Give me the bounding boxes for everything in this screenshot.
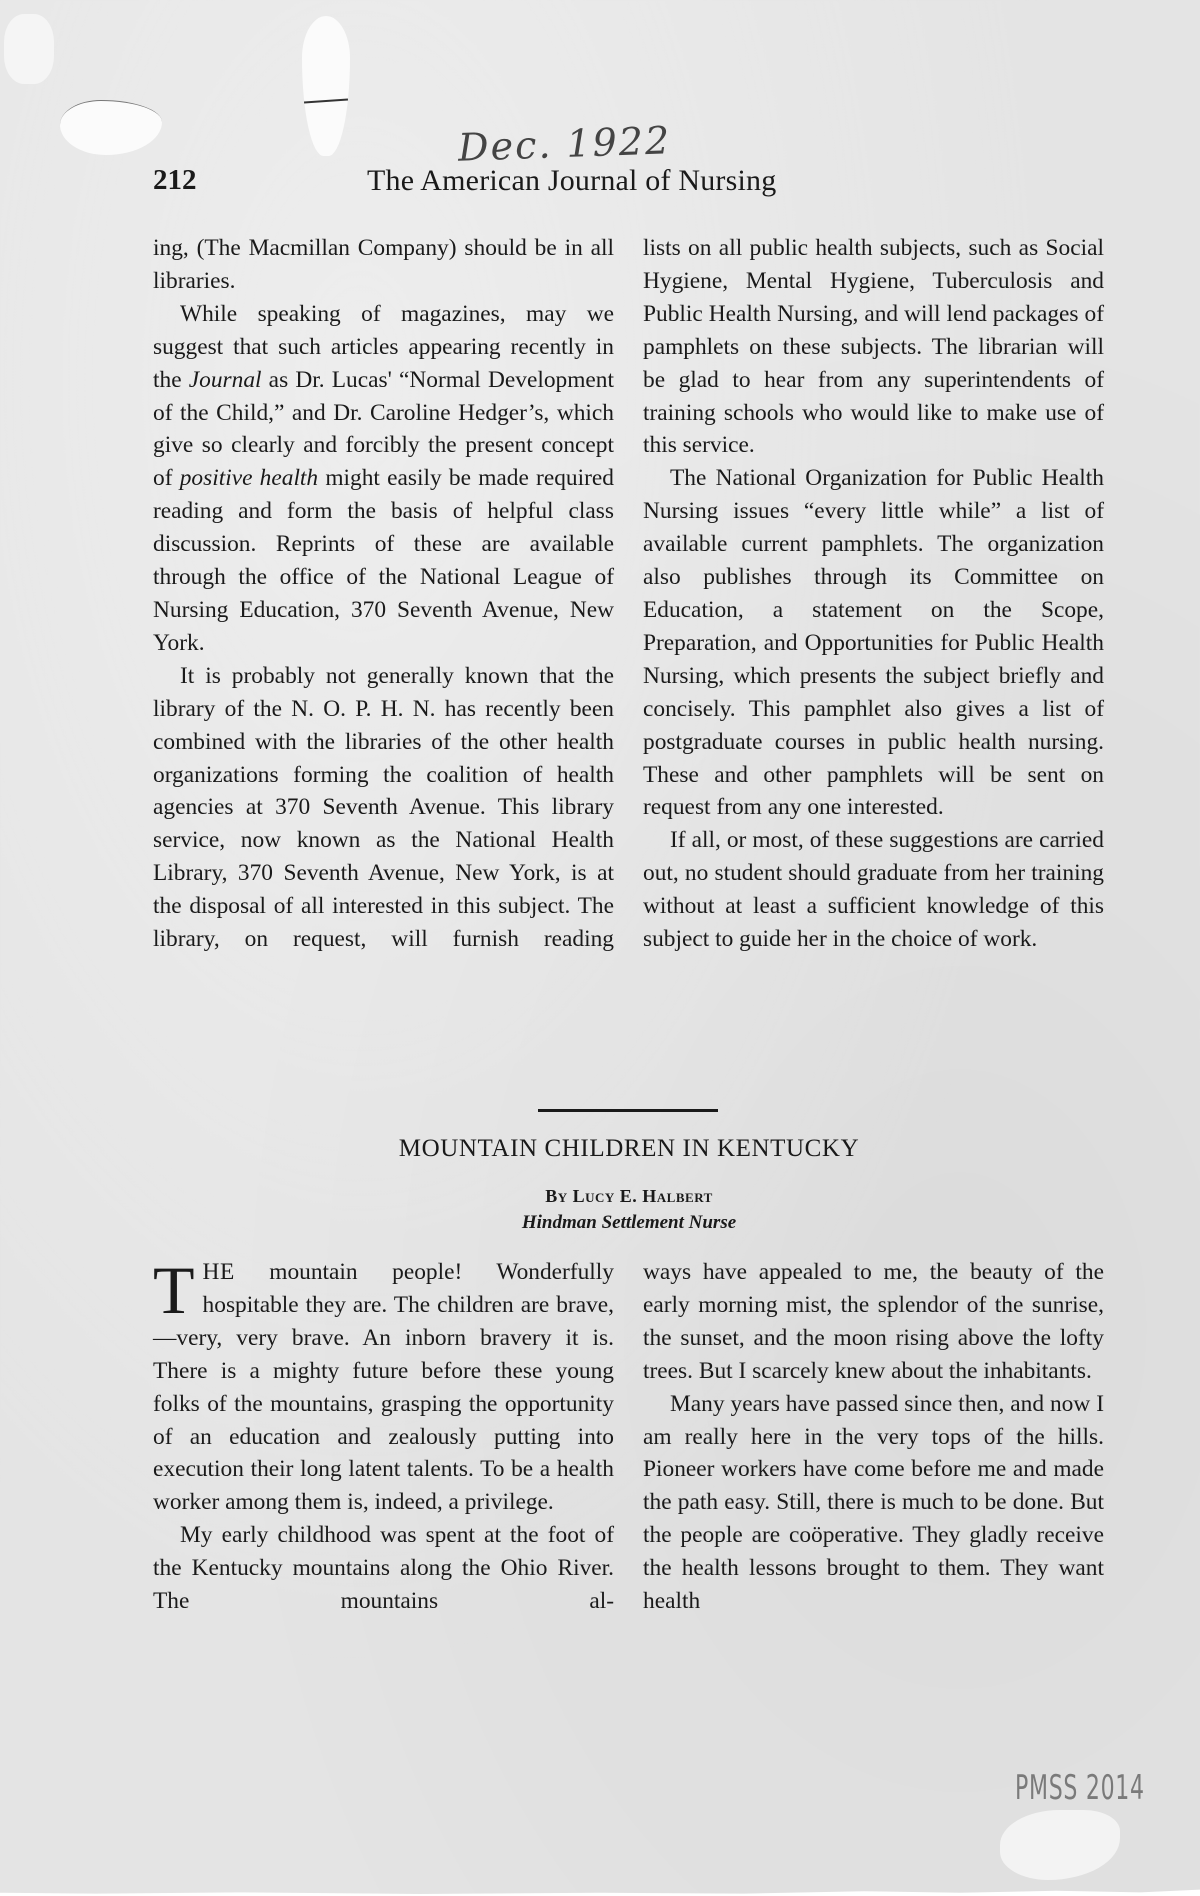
running-head (153, 164, 893, 204)
text-run: lists on all public health subjects, such as Social Hygiene, Mental Hygiene, Tuberculosis and Public Health Nursing, and will lend packages of pamphlets on these subjects. The librarian will be glad to hear from any superintendents of training schools who would like to make use of this service. (643, 235, 1104, 459)
torn-bottom-edge (0, 1888, 1200, 1896)
top-left-column (153, 232, 614, 956)
paragraph (153, 298, 614, 660)
article-right-column (643, 1256, 1104, 1618)
handwritten-date: Dec. 1922 (457, 118, 672, 170)
byline-prefix: By (545, 1186, 568, 1206)
paragraph (643, 824, 1104, 956)
italic-text: positive health (179, 465, 319, 492)
text-run: It is probably not generally known that the library of the N. O. P. H. N. has recently been combined with the libraries of the other health organizations forming the coalition of health agencies at 370 Seventh Avenue. This library service, now known as the National Health Library, 370 Seventh Avenue, New York, is at the disposal of all interested in this subject. The library, on request, will furnish reading (153, 662, 614, 953)
paper-tear (60, 100, 162, 155)
article-byline (0, 1186, 1200, 1207)
paragraph (643, 1388, 1104, 1618)
text-run: While speaking of magazines, may we suggest that such articles appearing recently in the (153, 300, 614, 393)
text-run: as Dr. Lucas' “Normal Development of the Child,” and Dr. Caroline Hedger’s, which give so clearly and forcibly the present concept of (153, 366, 614, 492)
text-run: might easily be made required reading and form the basis of helpful class discussion. Reprints of these are available through the office of the National League of Nursing Education, 370 Seventh Avenue, New York. (153, 465, 614, 656)
drop-cap-word-rest: HE (202, 1259, 235, 1285)
text-run: mountain people! Wonderfully hospitable they are. The children are brave,—very, very brave. An inborn bravery it is. There is a mighty future before these young folks of the mountains, grasping the opportunity of an education and zealously putting into execution their long latent talents. To be a health worker among them is, indeed, a privilege. (153, 1259, 614, 1516)
text-run: If all, or most, of these suggestions are carried out, no student should graduate from her training without at least a sufficient knowledge of this subject to guide her in the choice of work. (643, 827, 1104, 953)
top-right-column (643, 232, 1104, 956)
article-left-paragraphs (153, 1252, 614, 1618)
author-affiliation: Hindman Settlement Nurse (521, 1212, 737, 1233)
paragraph (643, 462, 1104, 824)
paper-stain (1000, 1810, 1120, 1880)
text-run: The National Organization for Public Health Nursing issues “every little while” a list of available current pamphlets. The organization also publishes through its Committee on Education, a statement on the Scope, Preparation, and Opportunities for Public Health Nursing, which presents the subject briefly and concisely. This pamphlet also gives a list of postgraduate courses in public health nursing. These and other pamphlets will be sent on request from any one interested. (643, 465, 1104, 821)
paragraph (153, 1519, 614, 1618)
page-number: 212 (153, 164, 197, 196)
text-run: ways have appealed to me, the beauty of the early morning mist, the splendor of the sunrise, the sunset, and the moon rising above the lofty trees. But I scarcely knew about the inhabitants. (643, 1259, 1104, 1384)
paper-tear (302, 16, 350, 156)
text-run: ing, (The Macmillan Company) should be in all libraries. (153, 235, 614, 294)
article-title: MOUNTAIN CHILDREN IN KENTUCKY (398, 1135, 860, 1162)
article-left-column (153, 1252, 614, 1618)
paragraph (643, 1256, 1104, 1388)
paragraph (153, 232, 614, 298)
paper-damage (4, 14, 54, 84)
author-name: Lucy E. Halbert (572, 1186, 713, 1206)
section-divider (538, 1109, 718, 1112)
paragraph (643, 232, 1104, 462)
drop-cap: T (153, 1252, 195, 1328)
italic-text: Journal (188, 366, 262, 393)
text-run: Many years have passed since then, and now I am really here in the very tops of the hills. Pioneer workers have come before me and made the path easy. Still, there is much to be done. But the people are coöperative. They gladly receive the health lessons brought to them. They want health (643, 1390, 1104, 1615)
archive-watermark: PMSS 2014 (1015, 1768, 1145, 1808)
paragraph (153, 1252, 614, 1519)
text-run: My early childhood was spent at the foot of the Kentucky mountains along the Ohio River. The mountains al- (153, 1522, 614, 1615)
paragraph (153, 660, 614, 956)
journal-title: The American Journal of Nursing (367, 164, 777, 197)
